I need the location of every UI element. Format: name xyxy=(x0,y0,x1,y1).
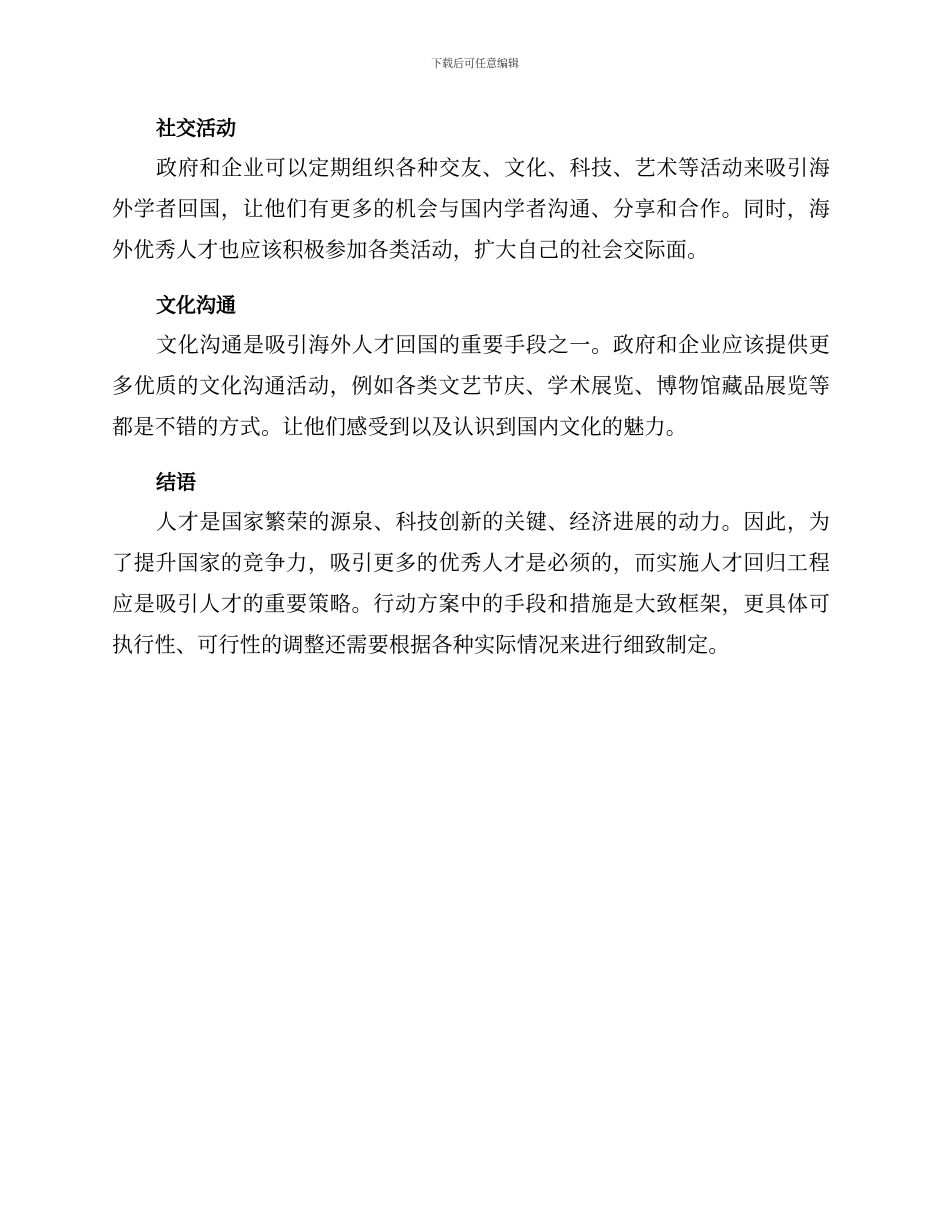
document-body xyxy=(112,108,830,680)
section-heading: 社交活动 xyxy=(156,116,236,140)
section-paragraph: 人才是国家繁荣的源泉、科技创新的关键、经济进展的动力。因此，为了提升国家的竞争力，吸引更多的优秀人才是必须的，而实施人才回归工程应是吸引人才的重要策略。行动方案中的手段和措施是大致框架，更具体可执行性、可行性的调整还需要根据各种实际情况来进行细致制定。 xyxy=(112,510,830,657)
section-cultural-communication xyxy=(112,285,830,448)
section-heading: 文化沟通 xyxy=(156,293,236,317)
section-paragraph: 政府和企业可以定期组织各种交友、文化、科技、艺术等活动来吸引海外学者回国，让他们有更多的机会与国内学者沟通、分享和合作。同时，海外优秀人才也应该积极参加各类活动，扩大自己的社会交际面。 xyxy=(112,156,830,262)
section-heading: 结语 xyxy=(156,470,196,494)
section-paragraph: 文化沟通是吸引海外人才回国的重要手段之一。政府和企业应该提供更多优质的文化沟通活动，例如各类文艺节庆、学术展览、博物馆藏品展览等都是不错的方式。让他们感受到以及认识到国内文化的魅力。 xyxy=(112,333,830,439)
header-note: 下载后可任意编辑 xyxy=(431,57,519,70)
section-conclusion xyxy=(112,462,830,666)
section-social-activities xyxy=(112,108,830,271)
